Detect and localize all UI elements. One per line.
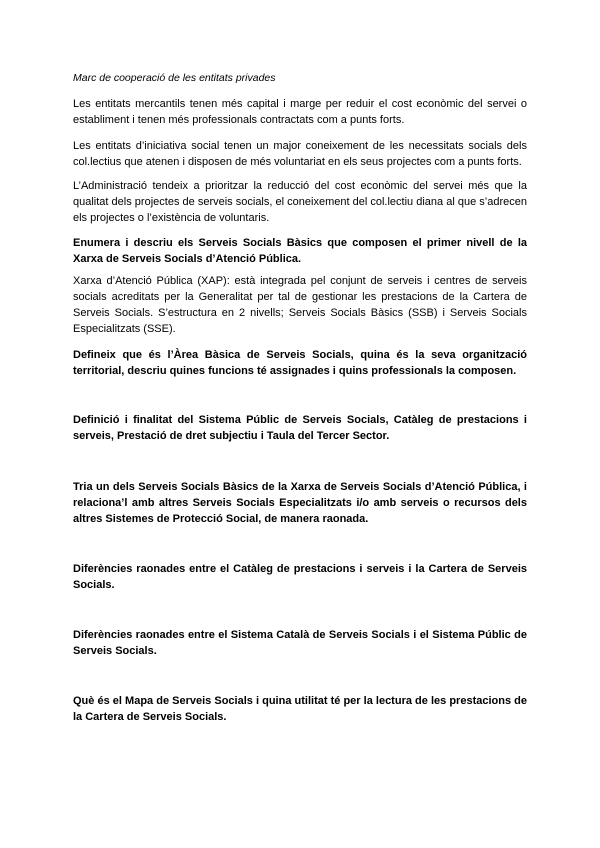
question-5: Diferències raonades entre el Catàleg de prestacions i serveis i la Cartera de Serveis Socials.: [73, 563, 527, 591]
paragraph-mercantile-entities: Les entitats mercantils tenen més capital i marge per reduir el cost econòmic del servei o establiment i tenen més professionals contractats com a punts forts.: [73, 98, 527, 126]
question-7: Què és el Mapa de Serveis Socials i quina utilitat té per la lectura de les prestacions de la Cartera de Serveis Socials.: [73, 695, 527, 723]
question-1: Enumera i descriu els Serveis Socials Bàsics que composen el primer nivell de la Xarxa de Serveis Socials d’Atenció Pública.: [73, 237, 527, 265]
question-2: Defineix que és l’Àrea Bàsica de Serveis Socials, quina és la seva organització territorial, descriu quines funcions té assignades i quins professionals la composen.: [73, 349, 527, 377]
question-3: Definició i finalitat del Sistema Públic de Serveis Socials, Catàleg de prestacions i serveis, Prestació de dret subjectiu i Taula del Tercer Sector.: [73, 414, 527, 442]
question-6: Diferències raonades entre el Sistema Català de Serveis Socials i el Sistema Públic de Serveis Socials.: [73, 629, 527, 657]
question-4: Tria un dels Serveis Socials Bàsics de la Xarxa de Serveis Socials d’Atenció Pública, i relaciona’l amb altres Serveis Socials Especialitzats i/o amb serveis o recursos dels altres Sistemes de Protecció Social, de manera raonada.: [73, 481, 527, 525]
section-heading: Marc de cooperació de les entitats privades: [73, 72, 276, 84]
paragraph-social-initiative-entities: Les entitats d’iniciativa social tenen un major coneixement de les necessitats socials dels col.lectius que atenen i disposen de més voluntariat en els seus projectes com a punts forts.: [73, 140, 527, 168]
paragraph-administration: L’Administració tendeix a prioritzar la reducció del cost econòmic del servei més que la qualitat dels projectes de serveis socials, el coneixement del col.lectiu diana al que s’adrecen els projectes o l’existència de voluntaris.: [73, 180, 527, 224]
answer-1: Xarxa d’Atenció Pública (XAP): està integrada pel conjunt de serveis i centres de serveis socials acreditats per la Generalitat per tal de gestionar les prestacions de la Cartera de Serveis Socials. S’estructura en 2 nivells; Serveis Socials Bàsics (SSB) i Serveis Socials Especialitzats (SSE).: [73, 275, 527, 335]
